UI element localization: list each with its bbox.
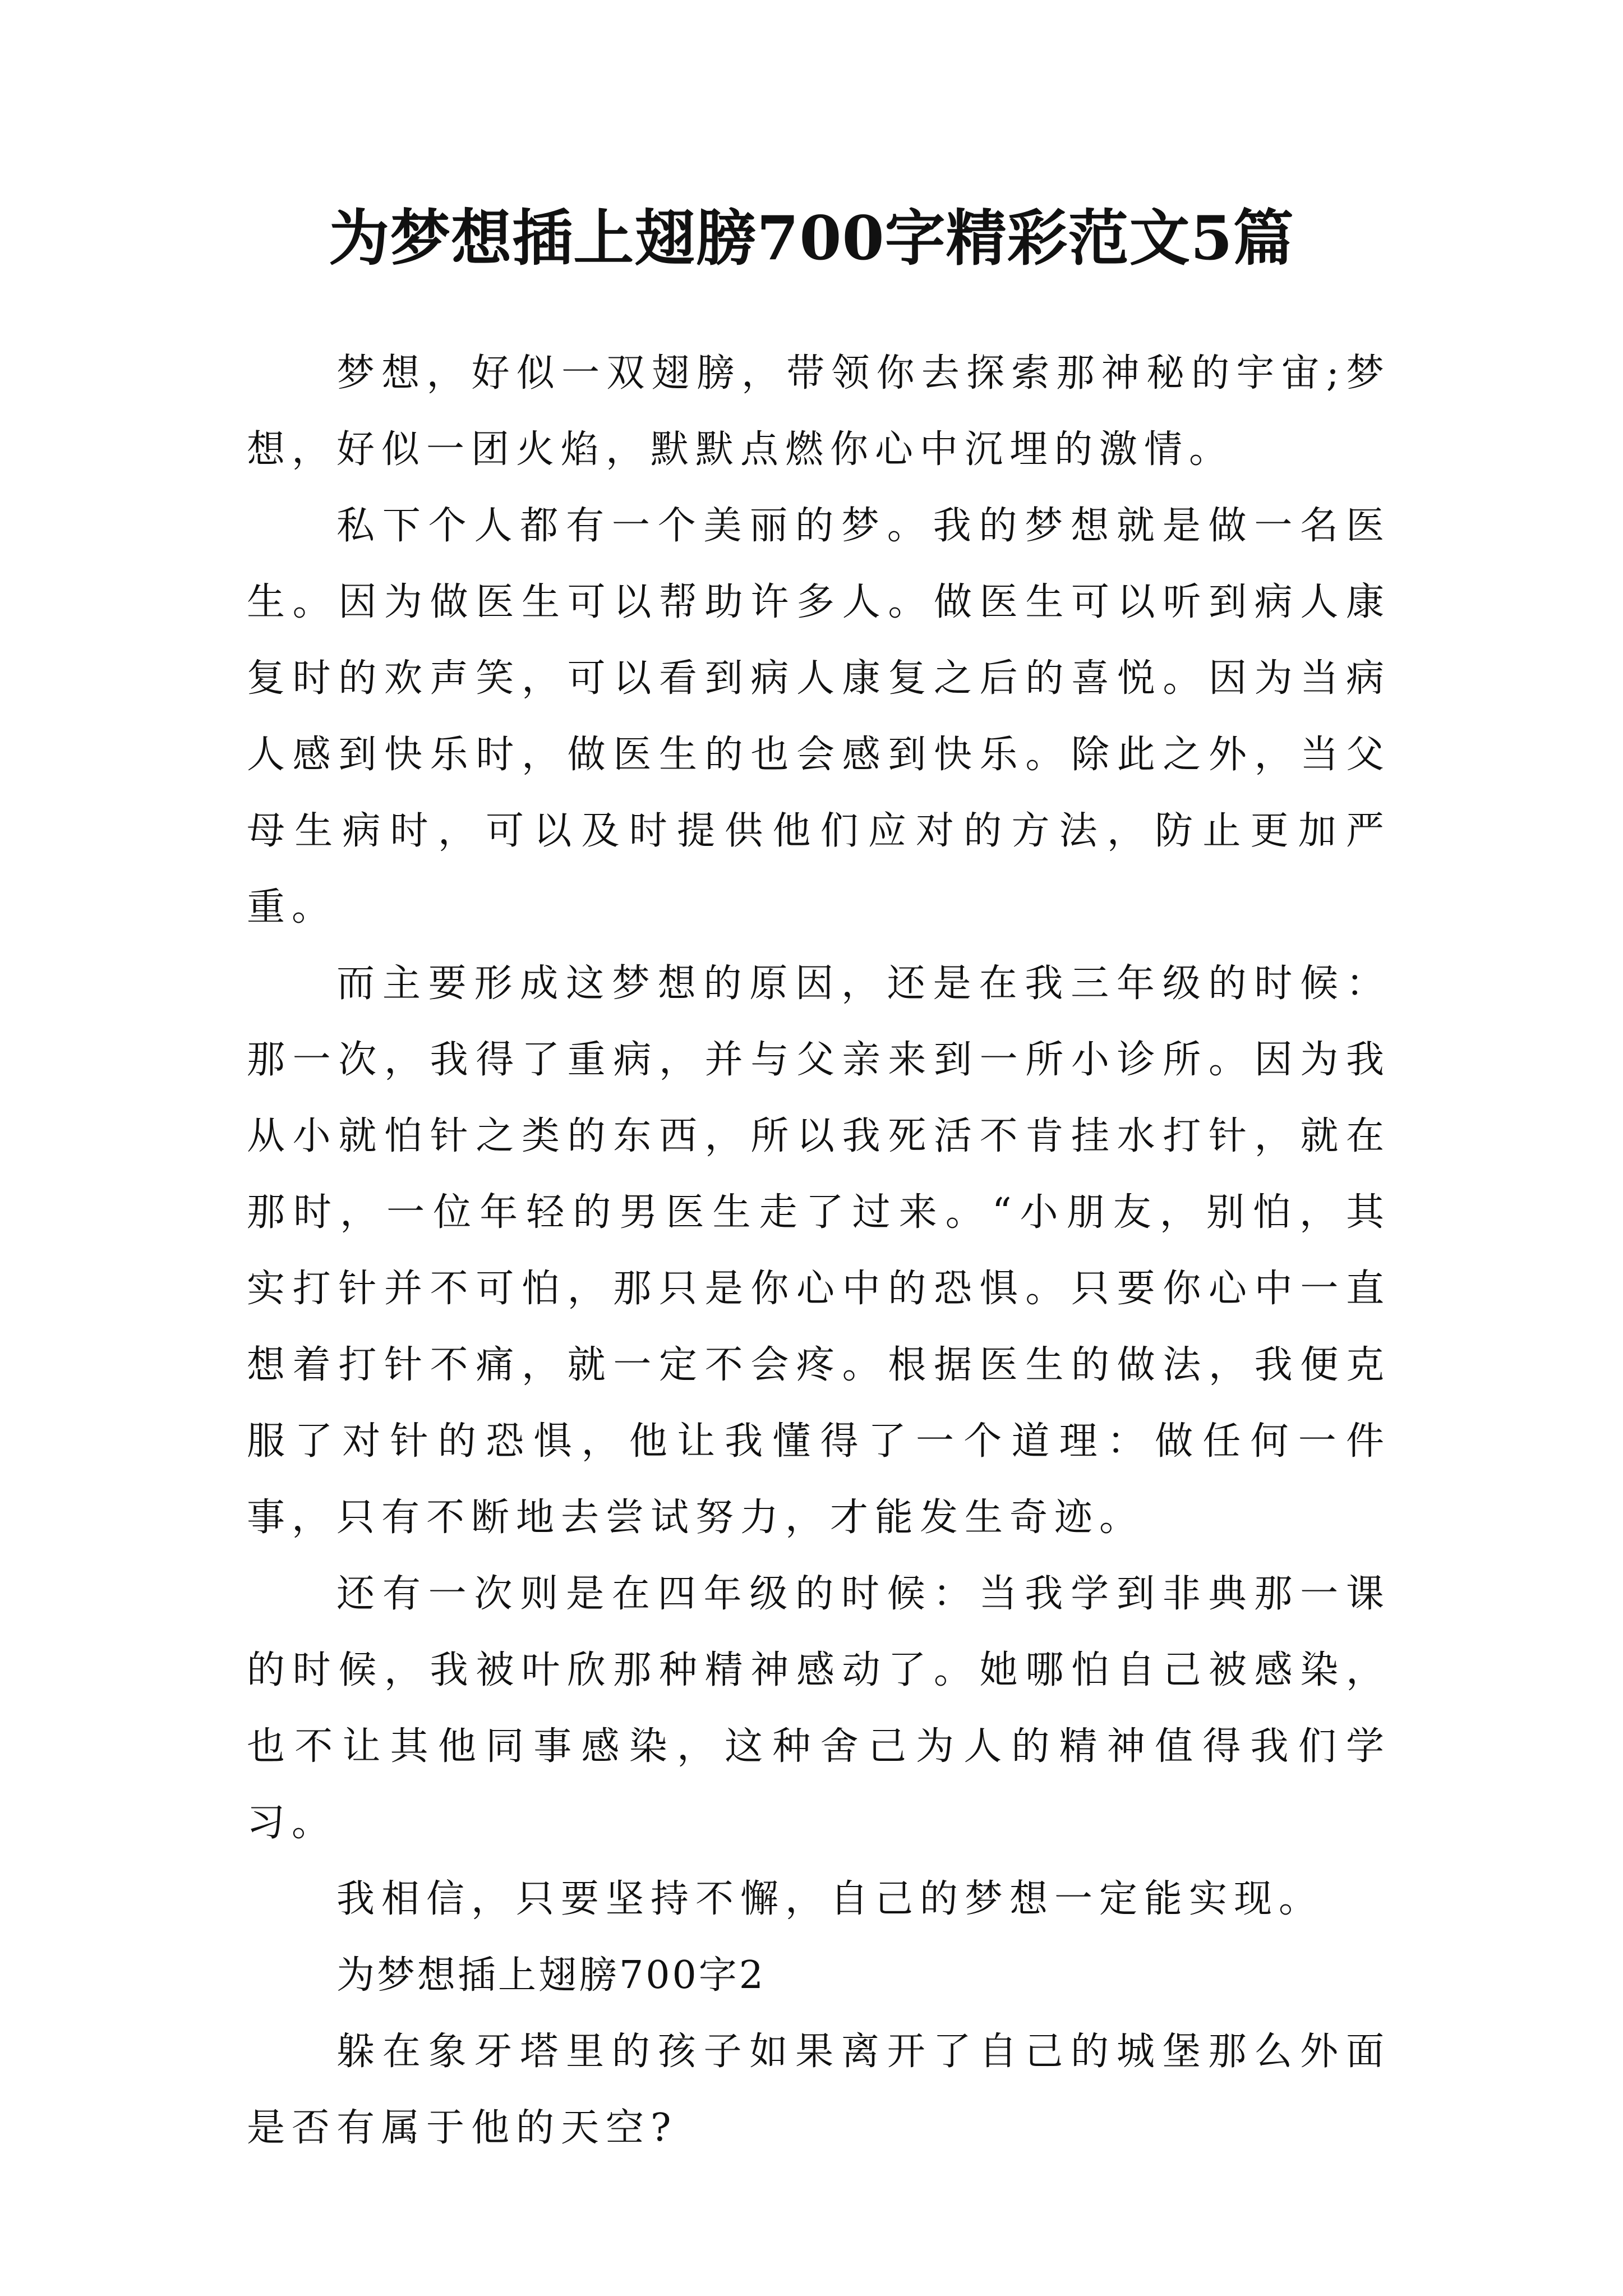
section-subheading: 为梦想插上翅膀700字2: [336, 1953, 766, 1998]
paragraph: 梦想，好似一双翅膀，带领你去探索那神秘的宇宙;梦想，好似一团火焰，默默点燃你心中沉埋的激情。: [247, 351, 1391, 472]
paragraph: 躲在象牙塔里的孩子如果离开了自己的城堡那么外面是否有属于他的天空?: [247, 2030, 1391, 2150]
paragraph: 我相信，只要坚持不懈，自己的梦想一定能实现。: [336, 1877, 1324, 1921]
paragraph: 还有一次则是在四年级的时候：当我学到非典那一课的时候，我被叶欣那种精神感动了。她哪怕自己被感染，也不让其他同事感染，这种舍己为人的精神值得我们学习。: [247, 1572, 1391, 1845]
paragraph: 私下个人都有一个美丽的梦。我的梦想就是做一名医生。因为做医生可以帮助许多人。做医生可以听到病人康复时的欢声笑，可以看到病人康复之后的喜悦。因为当病人感到快乐时，做医生的也会感到快乐。除此之外，当父母生病时，可以及时提供他们应对的方法，防止更加严重。: [247, 504, 1391, 930]
document-title: 为梦想插上翅膀700字精彩范文5篇: [329, 203, 1294, 274]
document-body: [247, 335, 1391, 2166]
paragraph: 而主要形成这梦想的原因，还是在我三年级的时候：那一次，我得了重病，并与父亲来到一所小诊所。因为我从小就怕针之类的东西，所以我死活不肯挂水打针，就在那时，一位年轻的男医生走了过来。“小朋友，别怕，其实打针并不可怕，那只是你心中的恐惧。只要你心中一直想着打针不痛，就一定不会疼。根据医生的做法，我便克服了对针的恐惧，他让我懂得了一个道理：做任何一件事，只有不断地去尝试努力，才能发生奇迹。: [247, 961, 1391, 1540]
